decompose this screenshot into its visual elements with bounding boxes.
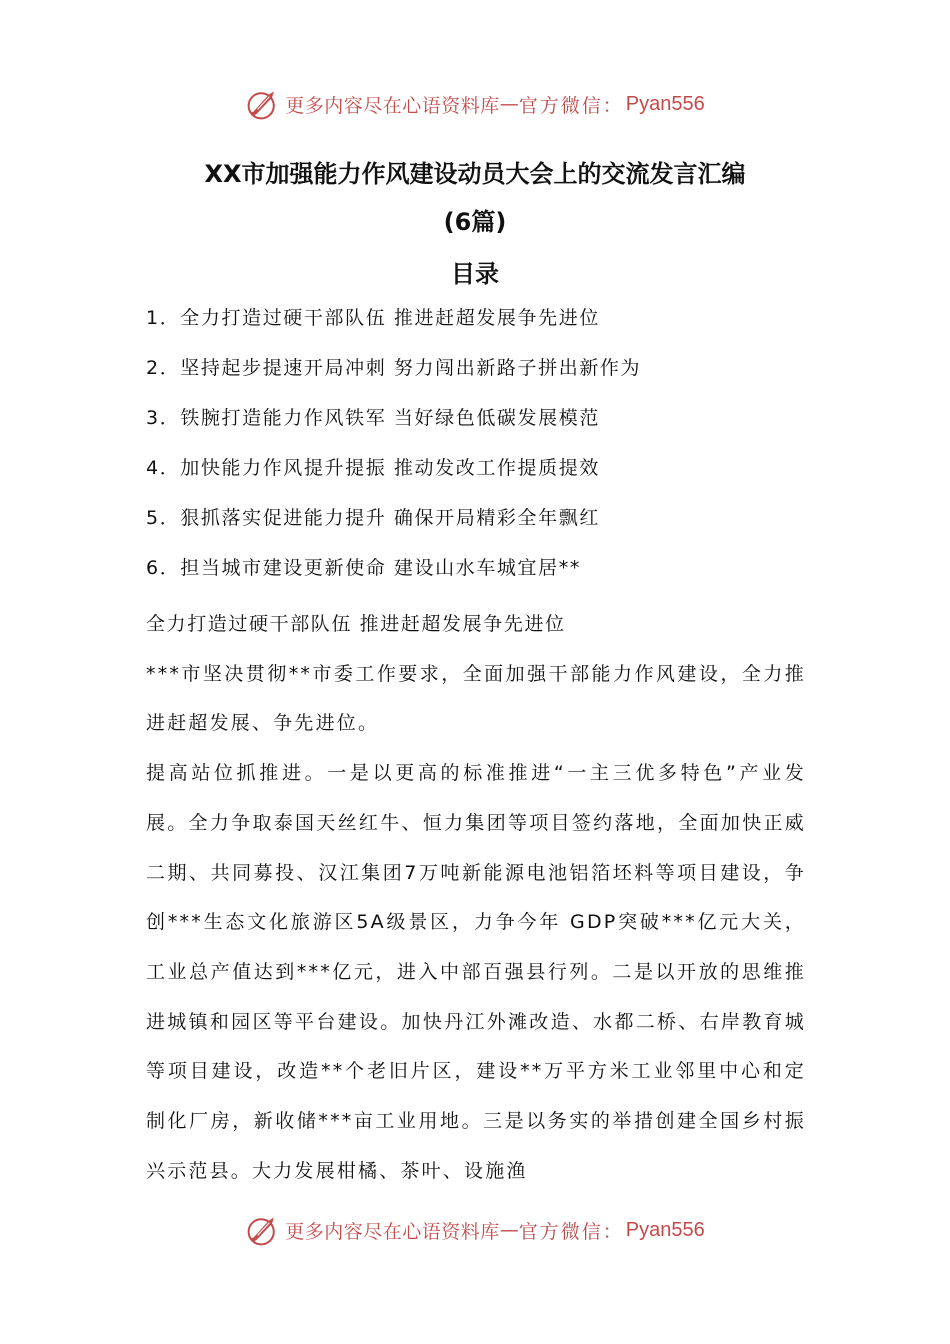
watermark-wechat-id: Pyan556 <box>625 1218 705 1241</box>
watermark-separator: — <box>499 1219 519 1241</box>
watermark-wechat-label: 官方微信： <box>518 94 624 117</box>
paragraph-2: 提高站位抓推进。一是以更高的标准推进“一主三优多特色”产业发展。全力争取泰国天丝红牛、恒力集团等项目签约落地，全面加快正威二期、共同募投、汉江集团7万吨新能源电池铝箔坯料等项目建设，争创***生态文化旅游区5A级景区，力争今年 GDP突破***亿元大关，工业总产值达到***亿元，进入中部百强县行列。二是以开放的思维推进城镇和园区等平台建设。加快丹江外滩改造、水都二桥、右岸教育城等项目建设，改造**个老旧片区，建设**万平方米工业邻里中心和定制化厂房，新收储***亩工业用地。三是以务实的举措创建全国乡村振兴示范县。大力发展柑橘、茶叶、设施渔 <box>146 762 806 1182</box>
document-body <box>146 600 806 1196</box>
watermark-banner-top <box>0 82 950 126</box>
toc-item-2: 2．坚持起步提速开局冲刺 努力闯出新路子拼出新作为 <box>146 357 642 379</box>
watermark-wechat-label: 官方微信： <box>518 1220 624 1243</box>
paragraph-1: ***市坚决贯彻**市委工作要求，全面加强干部能力作风建设，全力推进赶超发展、争先进位。 <box>146 662 806 735</box>
pen-nib-logo-icon <box>245 1212 281 1248</box>
watermark-text: 更多内容尽在心语资料库 <box>285 1220 500 1243</box>
table-of-contents <box>146 300 641 600</box>
toc-item-6: 6．担当城市建设更新使命 建设山水车城宜居** <box>146 557 581 579</box>
pen-nib-logo-icon <box>245 86 281 122</box>
toc-item-3: 3．铁腕打造能力作风铁军 当好绿色低碳发展模范 <box>146 407 600 429</box>
toc-item-1: 1．全力打造过硬干部队伍 推进赶超发展争先进位 <box>146 307 600 329</box>
watermark-wechat-id: Pyan556 <box>625 92 705 115</box>
toc-item-5: 5．狠抓落实促进能力提升 确保开局精彩全年飘红 <box>146 507 600 529</box>
document-subtitle: (6篇) <box>443 208 507 236</box>
watermark-banner-bottom <box>0 1208 950 1252</box>
watermark-separator: — <box>499 93 519 115</box>
document-title: XX市加强能力作风建设动员大会上的交流发言汇编 <box>204 160 746 188</box>
section-title: 全力打造过硬干部队伍 推进赶超发展争先进位 <box>146 613 566 635</box>
toc-heading: 目录 <box>451 260 499 288</box>
watermark-text: 更多内容尽在心语资料库 <box>285 94 500 117</box>
toc-item-4: 4．加快能力作风提升提振 推动发改工作提质提效 <box>146 457 600 479</box>
